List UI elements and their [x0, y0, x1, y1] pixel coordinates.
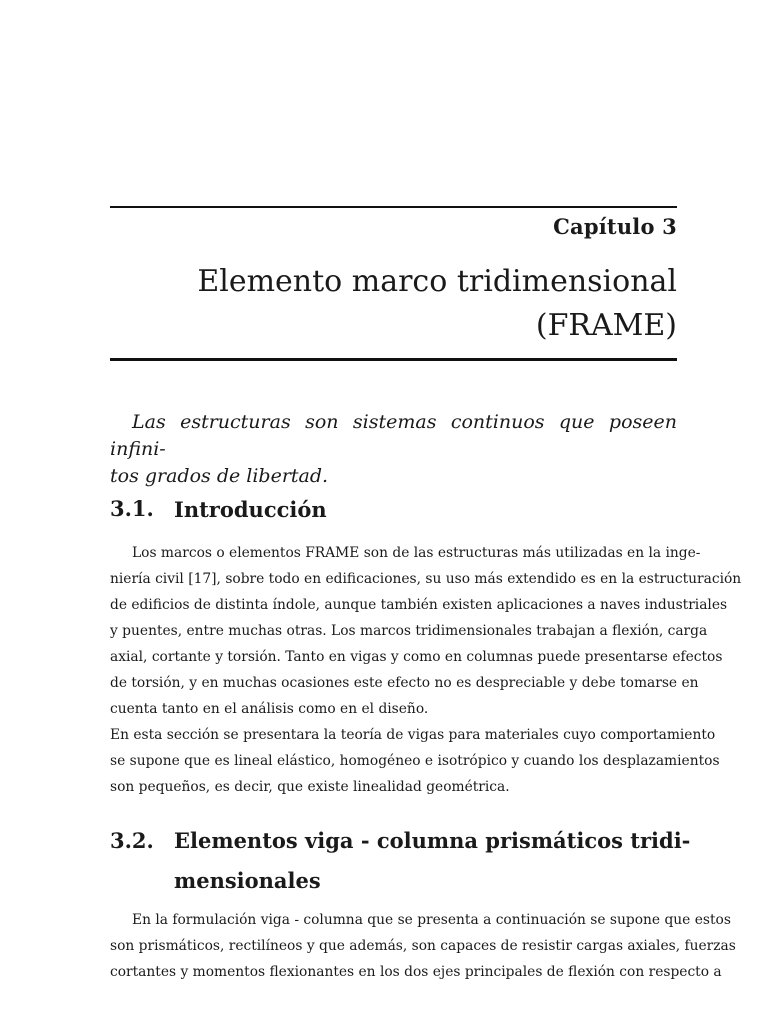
section-number: 3.2. [110, 828, 154, 853]
epigraph-line-2: tos grados de libertad. [110, 465, 329, 487]
body-line: son pequeños, es decir, que existe linealidad geométrica. [110, 779, 510, 795]
body-line: y puentes, entre muchas otras. Los marcos tridimensionales trabajan a flexión, carga [110, 623, 708, 639]
chapter-title [110, 260, 677, 348]
section-title [174, 821, 691, 901]
body-line: En la formulación viga - columna que se presenta a continuación se supone que estos [132, 912, 731, 928]
section-3-2-body [110, 907, 736, 985]
body-line: de edificios de distinta índole, aunque también existen aplicaciones a naves industriales [110, 597, 728, 613]
body-line: cortantes y momentos flexionantes en los dos ejes principales de flexión con respecto a [110, 964, 722, 980]
section-title: Introducción [174, 497, 327, 522]
section-title-line-2: mensionales [174, 868, 321, 893]
section-3-1-body [110, 540, 742, 800]
body-line: En esta sección se presentara la teoría de vigas para materiales cuyo comportamiento [110, 727, 716, 743]
chapter-top-rule [110, 206, 677, 208]
section-title-line-1: Elementos viga - columna prismáticos tridi- [174, 828, 691, 853]
chapter-label: Capítulo 3 [553, 214, 677, 239]
epigraph-line-1: Las estructuras son sistemas continuos que poseen infini- [110, 411, 677, 460]
body-line: niería civil [17], sobre todo en edificaciones, su uso más extendido es en la estructuración [110, 571, 742, 587]
body-line: se supone que es lineal elástico, homogéneo e isotrópico y cuando los desplazamientos [110, 753, 720, 769]
body-line: Los marcos o elementos FRAME son de las estructuras más utilizadas en la inge- [132, 545, 701, 561]
chapter-title-line-1: Elemento marco tridimensional [197, 264, 677, 299]
chapter-title-line-2: (FRAME) [535, 308, 677, 343]
chapter-epigraph [110, 409, 677, 490]
section-number: 3.1. [110, 496, 154, 521]
body-line: cuenta tanto en el análisis como en el diseño. [110, 701, 429, 717]
body-line: son prismáticos, rectilíneos y que además, son capaces de resistir cargas axiales, fuerzas [110, 938, 736, 954]
body-line: de torsión, y en muchas ocasiones este efecto no es despreciable y debe tomarse en [110, 675, 699, 691]
chapter-bottom-rule [110, 358, 677, 361]
body-line: axial, cortante y torsión. Tanto en vigas y como en columnas puede presentarse efectos [110, 649, 723, 665]
